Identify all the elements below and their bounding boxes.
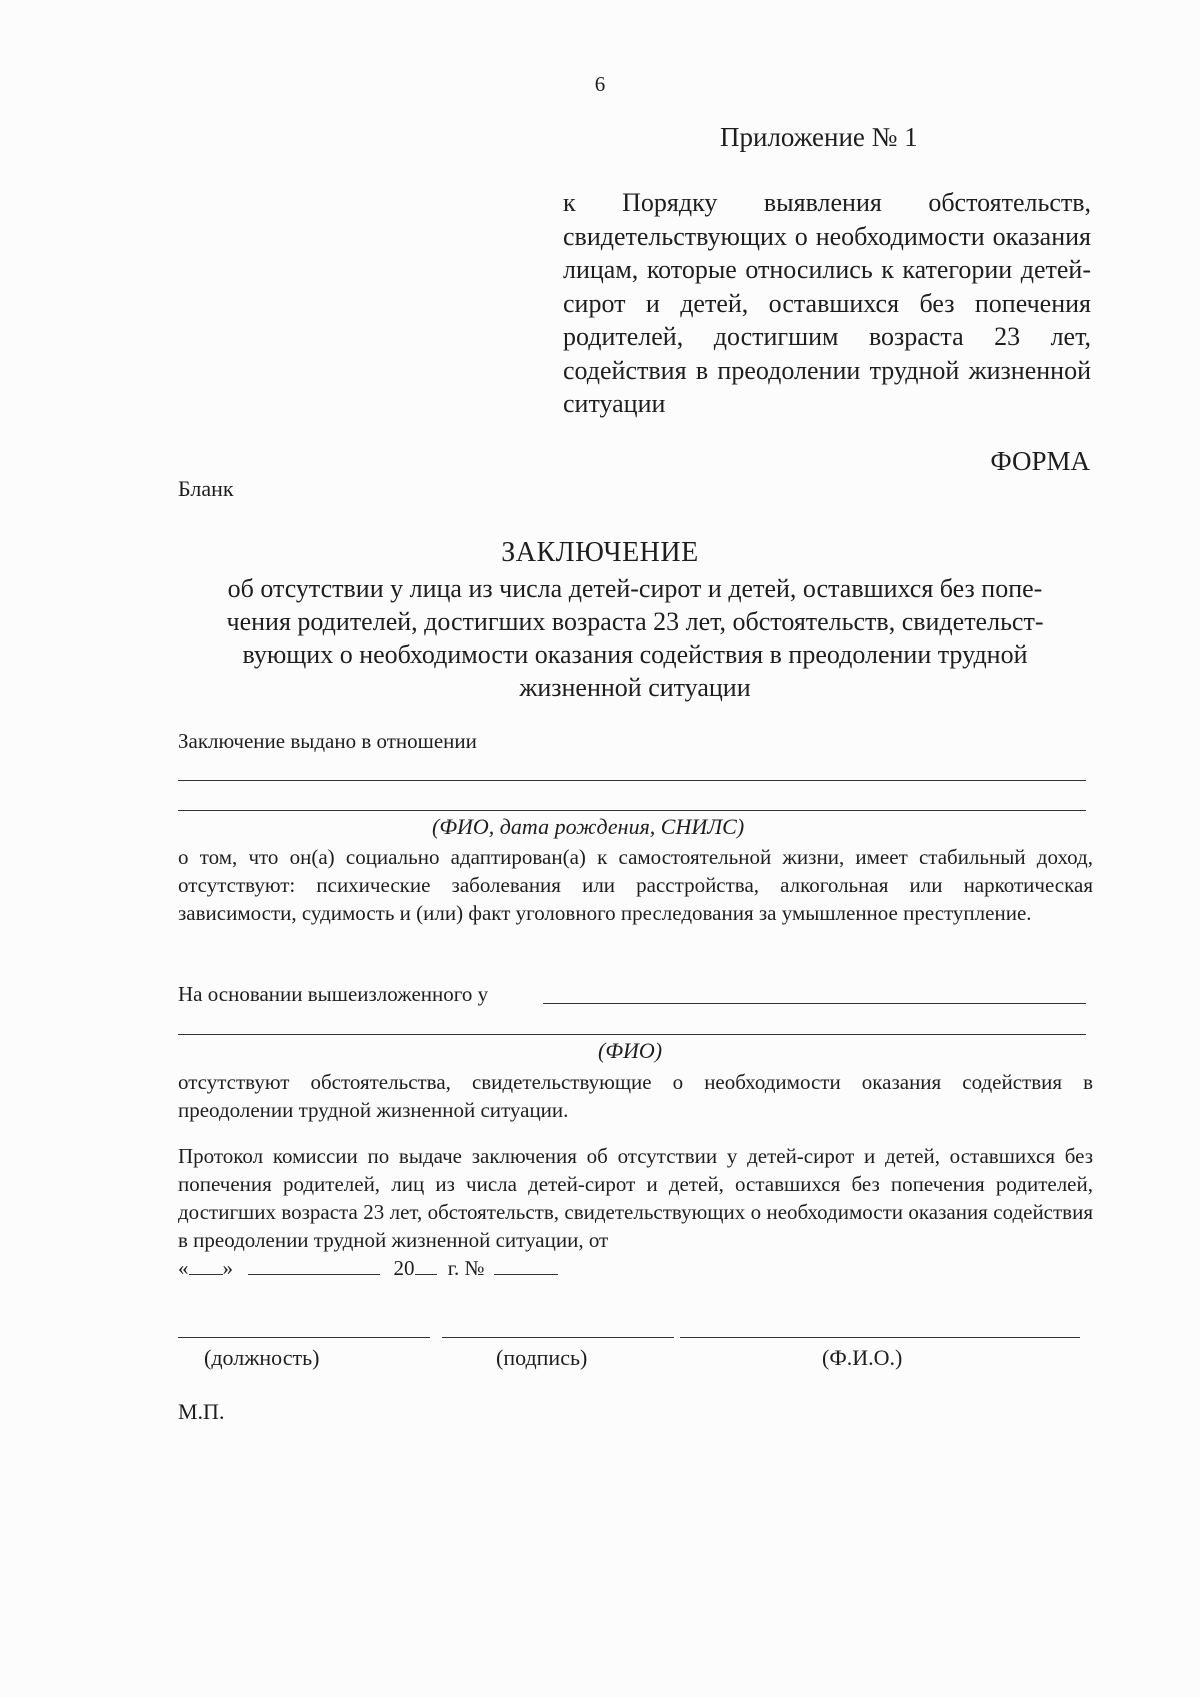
position-caption: (должность) — [204, 1345, 320, 1370]
position-line[interactable] — [178, 1337, 430, 1338]
month-field[interactable] — [248, 1256, 380, 1275]
subtitle-line: чения родителей, достигших возраста 23 лет, обстоятельств, свидетельст- — [226, 607, 1044, 636]
paragraph-absent: отсутствуют обстоятельства, свидетельствующие о необходимости оказания содействия в преодолении трудной жизненной ситуации. — [178, 1070, 1093, 1122]
basis-label: На основании вышеизложенного у — [178, 982, 489, 1006]
fio-caption-2: (ФИО) — [598, 1038, 663, 1063]
recipient-line-1[interactable] — [178, 780, 1086, 781]
stamp-label: М.П. — [178, 1399, 225, 1424]
number-label: г. № — [447, 1256, 485, 1280]
name-caption: (Ф.И.О.) — [822, 1345, 903, 1370]
subtitle-line: об отсутствии у лица из числа детей-сирот и детей, оставшихся без попе- — [227, 574, 1043, 603]
day-field[interactable] — [189, 1256, 223, 1275]
appendix-text: к Порядку выявления обстоятельств, свидетельствующих о необходимости оказания лицам, которые относились к категории детей-сирот и детей, оставшихся без попечения родителей, достигшим возраста 23 лет, содействия в преодолении трудной жизненной ситуации — [563, 188, 1091, 418]
recipient-line-2[interactable] — [178, 810, 1086, 811]
name-line[interactable] — [680, 1337, 1080, 1338]
signature-line[interactable] — [442, 1337, 674, 1338]
protocol-number-field[interactable] — [494, 1256, 558, 1275]
document-subtitle — [170, 572, 1100, 704]
year-prefix: 20 — [393, 1256, 415, 1280]
basis-name-line-1[interactable] — [543, 1003, 1086, 1004]
subtitle-line: вующих о необходимости оказания содействия в преодолении трудной — [242, 640, 1028, 669]
paragraph-adapted: о том, что он(а) социально адаптирован(а) к самостоятельной жизни, имеет стабильный доход, отсутствуют: психические заболевания или расстройства, алкогольная или наркотическая зависимости, судимость и (или) факт уголовного преследования за умышленное преступление. — [178, 845, 1093, 925]
blank-label: Бланк — [178, 476, 234, 501]
protocol-text: Протокол комиссии по выдаче заключения об отсутствии у детей-сирот и детей, оставшихся без попечения родителей, лиц из числа детей-сирот и детей, оставшихся без попечения родителей, достигших возраста 23 лет, обстоятельств, свидетельствующих о необходимости оказания содействия в преодолении трудной жизненной ситуации, от — [178, 1144, 1093, 1252]
subtitle-line: жизненной ситуации — [519, 673, 751, 702]
document-title: ЗАКЛЮЧЕНИЕ — [501, 537, 699, 568]
signature-caption: (подпись) — [496, 1345, 588, 1370]
forma-label: ФОРМА — [990, 446, 1090, 476]
basis-name-line-2[interactable] — [178, 1034, 1086, 1035]
quote-close: » — [222, 1256, 233, 1280]
year-field[interactable] — [415, 1256, 437, 1275]
fio-caption: (ФИО, дата рождения, СНИЛС) — [432, 814, 745, 839]
quote-open: « — [178, 1256, 189, 1280]
appendix-title: Приложение № 1 — [720, 122, 918, 152]
page-number: 6 — [594, 72, 606, 96]
issued-to-label: Заключение выдано в отношении — [178, 729, 477, 753]
protocol-date-row — [178, 1254, 558, 1282]
